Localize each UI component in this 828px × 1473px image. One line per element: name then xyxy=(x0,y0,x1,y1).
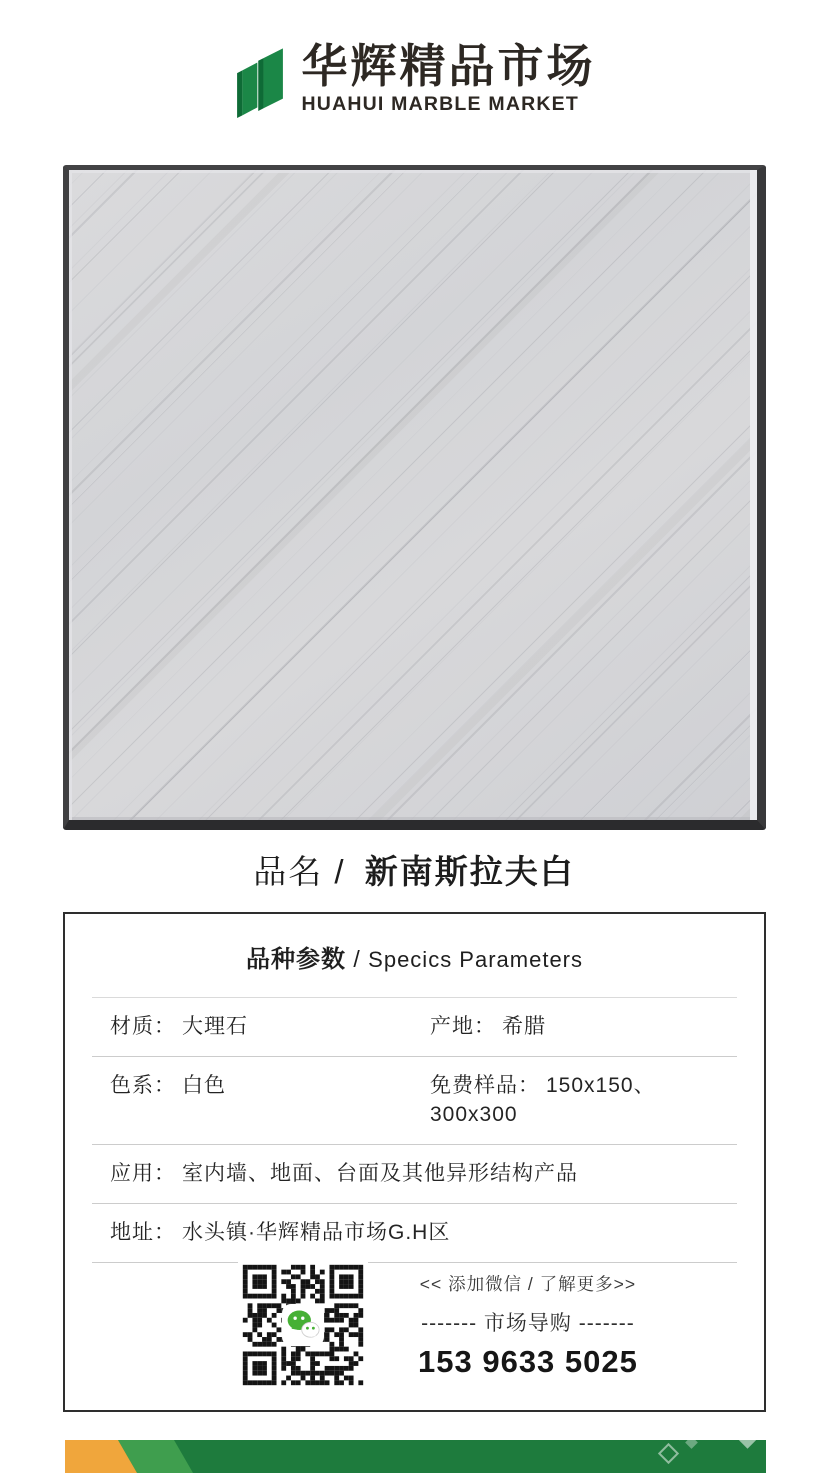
spec-row-address xyxy=(92,1204,737,1263)
spec-label: 色系： xyxy=(110,1074,176,1097)
footer-banner xyxy=(65,1440,766,1473)
contact-text xyxy=(418,1271,638,1380)
spec-cell-samples xyxy=(412,1071,737,1129)
specs-title-en: Specics Parameters xyxy=(368,947,584,972)
specs-title xyxy=(65,914,764,974)
spec-value: 大理石 xyxy=(182,1015,248,1038)
specs-title-cn: 品种参数 xyxy=(245,946,346,973)
product-name-line xyxy=(0,846,828,893)
wechat-hint: << 添加微信 / 了解更多>> xyxy=(419,1273,637,1294)
brand-name-en: HUAHUI MARBLE MARKET xyxy=(301,93,579,116)
brand-text xyxy=(302,42,596,116)
spec-cell-application xyxy=(92,1159,737,1188)
spec-cell-address xyxy=(92,1218,737,1247)
market-guide-label: ------- 市场导购 ------- xyxy=(421,1311,635,1335)
brand-logo-icon xyxy=(233,44,287,118)
spec-value: 室内墙、地面、台面及其他异形结构产品 xyxy=(182,1162,578,1185)
spec-label: 应用： xyxy=(110,1162,176,1185)
spec-cell-origin xyxy=(412,1012,546,1041)
specs-title-separator: / xyxy=(345,946,369,972)
product-name: 新南斯拉夫白 xyxy=(364,853,575,890)
spec-rows xyxy=(92,998,737,1263)
spec-row-color-samples xyxy=(92,1057,737,1145)
spec-label: 材质： xyxy=(110,1015,176,1038)
product-name-label: 品名 / xyxy=(253,853,346,890)
banner-watermark-diamond xyxy=(685,1440,698,1449)
wechat-qr-code xyxy=(238,1260,368,1390)
banner-watermark-diamond xyxy=(738,1440,756,1449)
spec-value: 白色 xyxy=(182,1074,226,1097)
brand-header xyxy=(0,42,828,118)
marble-surface xyxy=(69,170,757,820)
spec-label: 免费样品： xyxy=(430,1074,540,1097)
spec-value: 水头镇·华辉精品市场G.H区 xyxy=(182,1221,451,1244)
spec-cell-material xyxy=(92,1012,412,1041)
spec-value: 希腊 xyxy=(502,1015,546,1038)
spec-cell-color xyxy=(92,1071,412,1100)
spec-row-application xyxy=(92,1145,737,1204)
spec-label: 产地： xyxy=(430,1015,496,1038)
spec-value: 150x150、300x300 xyxy=(430,1074,656,1126)
banner-watermark-diamond xyxy=(658,1443,679,1464)
brand-name-cn: 华辉精品市场 xyxy=(301,40,596,92)
contact-section xyxy=(238,1260,638,1390)
marble-slab-photo xyxy=(63,165,766,830)
spec-row-material-origin xyxy=(92,998,737,1057)
phone-number: 153 9633 5025 xyxy=(418,1343,638,1379)
spec-label: 地址： xyxy=(110,1221,176,1244)
specs-panel xyxy=(63,912,766,1412)
wechat-icon xyxy=(282,1304,324,1346)
